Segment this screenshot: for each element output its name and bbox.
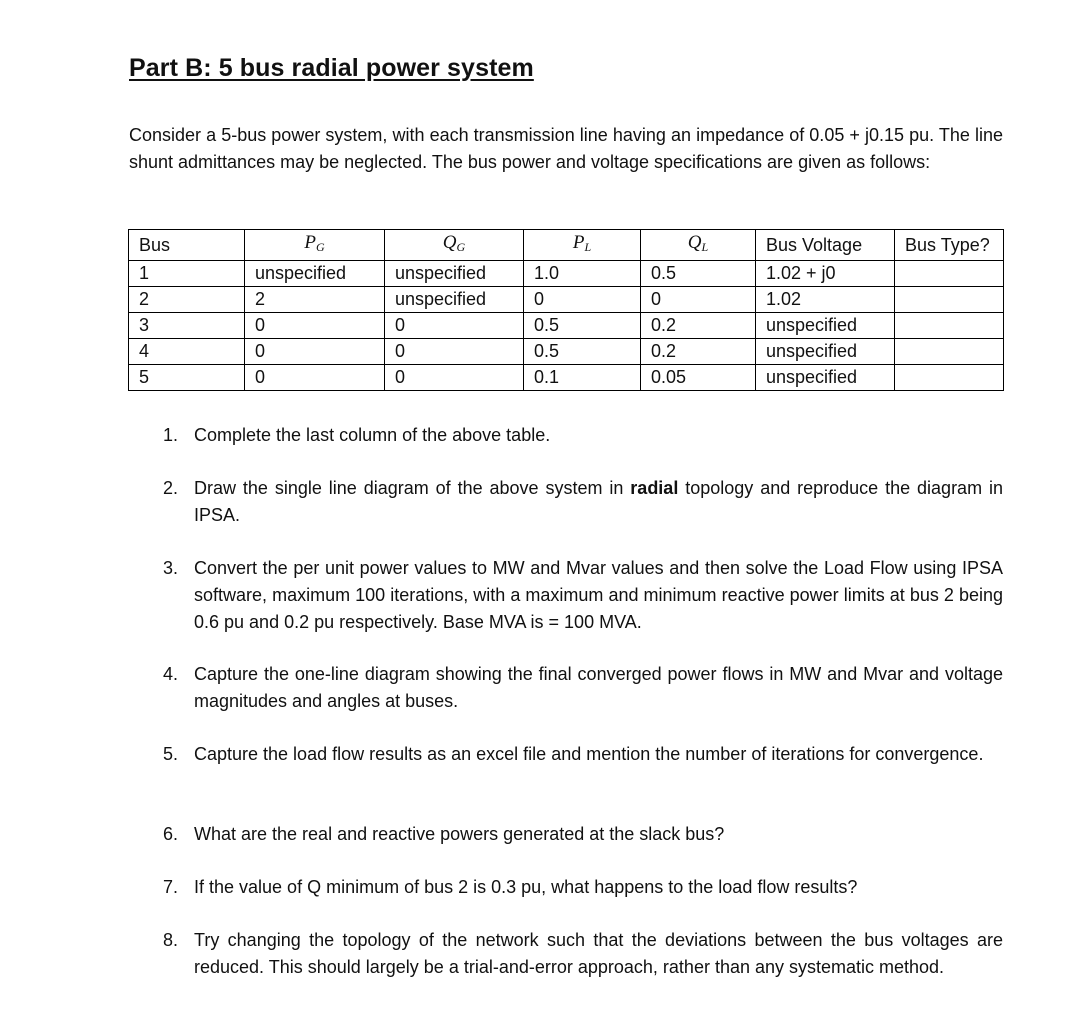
question-number: 3. [163,558,179,578]
question-item [163,422,1003,449]
cell-ql: 0.2 [641,313,756,339]
question-item [163,741,1003,768]
cell-bus-type [895,313,1004,339]
cell-pg: 0 [245,339,385,365]
cell-pg: 2 [245,287,385,313]
cell-ql: 0.5 [641,261,756,287]
cell-voltage: unspecified [756,313,895,339]
question-number: 4. [163,664,179,684]
table-row [129,365,1004,391]
table-header-row [129,230,1004,261]
cell-voltage: unspecified [756,339,895,365]
question-item [163,555,1003,636]
question-text: Complete the last column of the above table. [194,425,551,445]
cell-bus: 1 [129,261,245,287]
cell-bus: 3 [129,313,245,339]
cell-voltage: 1.02 [756,287,895,313]
table-row [129,261,1004,287]
emphasis-radial: radial [630,478,679,498]
cell-pl: 0.5 [524,313,641,339]
question-text: Capture the one-line diagram showing the final converged power flows in MW and Mvar and voltage magnitudes and angles at buses. [194,664,1003,711]
cell-qg: 0 [385,313,524,339]
cell-pg: unspecified [245,261,385,287]
bus-specification-table [128,229,1004,391]
cell-pl: 0.5 [524,339,641,365]
intro-paragraph: Consider a 5-bus power system, with each transmission line having an impedance of 0.05 + j0.15 pu. The line shunt admittances may be neglected. The bus power and voltage specifications are given as follows: [129,125,1003,172]
cell-bus-type [895,261,1004,287]
cell-bus: 5 [129,365,245,391]
cell-pl: 0.1 [524,365,641,391]
question-text: Try changing the topology of the network such that the deviations between the bus voltages are reduced. This should largely be a trial-and-error approach, rather than any systematic method. [194,930,1003,977]
table-row [129,339,1004,365]
question-text: Draw the single line diagram of the above system in radial topology and reproduce the diagram in IPSA. [194,478,1003,525]
cell-ql: 0 [641,287,756,313]
question-number: 5. [163,744,179,764]
cell-voltage: unspecified [756,365,895,391]
cell-ql: 0.05 [641,365,756,391]
header-qg: $Q_G$ [385,230,524,261]
question-item [163,821,1003,848]
question-text: Convert the per unit power values to MW and Mvar values and then solve the Load Flow using IPSA software, maximum 100 iterations, with a maximum and minimum reactive power limits at bus 2 being 0.6 pu and 0.2 pu respectively. Base MVA is = 100 MVA. [194,558,1003,632]
question-item [163,661,1003,715]
question-text: Capture the load flow results as an excel file and mention the number of iterations for convergence. [194,744,984,764]
cell-qg: unspecified [385,261,524,287]
question-number: 7. [163,877,179,897]
cell-voltage: 1.02 + j0 [756,261,895,287]
question-number: 8. [163,930,179,950]
table-row [129,287,1004,313]
question-number: 6. [163,824,179,844]
cell-qg: 0 [385,339,524,365]
cell-qg: unspecified [385,287,524,313]
cell-pl: 1.0 [524,261,641,287]
cell-bus: 2 [129,287,245,313]
cell-bus-type [895,287,1004,313]
header-ql: $Q_L$ [641,230,756,261]
question-number: 2. [163,478,179,498]
cell-ql: 0.2 [641,339,756,365]
header-bus-voltage: Bus Voltage [756,230,895,261]
cell-bus: 4 [129,339,245,365]
question-number: 1. [163,425,179,445]
question-text: If the value of Q minimum of bus 2 is 0.3 pu, what happens to the load flow results? [194,877,858,897]
header-bus-type: Bus Type? [895,230,1004,261]
cell-bus-type [895,365,1004,391]
page-title: Part B: 5 bus radial power system [129,54,534,82]
question-item [163,927,1003,981]
cell-pl: 0 [524,287,641,313]
header-bus: Bus [129,230,245,261]
cell-pg: 0 [245,365,385,391]
question-item [163,475,1003,529]
question-item [163,874,1003,901]
cell-bus-type [895,339,1004,365]
cell-pg: 0 [245,313,385,339]
header-pl: $P_L$ [524,230,641,261]
cell-qg: 0 [385,365,524,391]
header-pg: $P_G$ [245,230,385,261]
table-row [129,313,1004,339]
question-text: What are the real and reactive powers generated at the slack bus? [194,824,725,844]
